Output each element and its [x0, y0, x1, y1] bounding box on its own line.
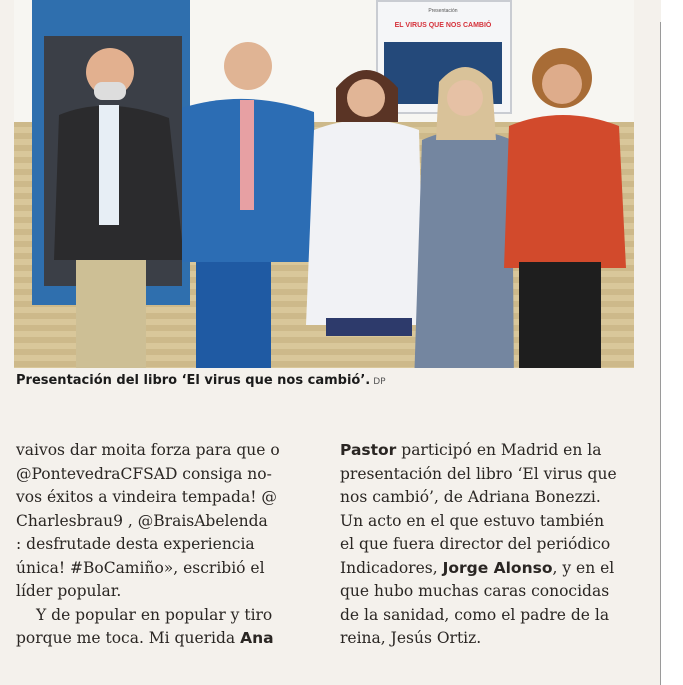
text-segment: porque me toca. Mi querida	[16, 629, 236, 647]
people-figures	[14, 0, 634, 385]
text-line: presentación del libro ‘El virus que	[340, 464, 617, 483]
text-line: nos cambió’, de Adriana Bonezzi.	[340, 488, 601, 506]
person-4	[414, 67, 514, 385]
text-segment: Indicadores,	[340, 558, 443, 577]
screen-subtitle: Presentación	[428, 8, 458, 14]
text-line: líder popular.	[16, 582, 122, 600]
text-line: @PontevedraCFSAD consiga no-	[16, 464, 272, 483]
adjacent-page-margin	[661, 0, 683, 685]
text-segment: , y en el	[552, 558, 615, 577]
text-line: de la sanidad, como el padre de la	[340, 605, 610, 624]
text-line: única! #BoCamiño», escribió el	[16, 558, 265, 577]
photo-caption	[14, 368, 636, 392]
text-line: Un acto en el que estuvo también	[340, 511, 605, 530]
caption-text: Presentación del libro ‘El virus que nos cambió’.	[16, 373, 371, 388]
text-line: vos éxitos a vindeira tempada! @	[16, 488, 277, 506]
screen-title: EL VIRUS QUE NOS CAMBIÓ	[394, 22, 492, 29]
article-column-left	[16, 439, 312, 651]
column-divider	[660, 22, 661, 685]
text-line: reina, Jesús Ortiz.	[340, 629, 482, 647]
photo-credit: DP	[373, 377, 386, 387]
text-line	[340, 557, 636, 581]
person-5	[504, 48, 626, 384]
person-name-pastor: Pastor	[340, 441, 397, 459]
person-1	[54, 48, 184, 370]
news-photo	[14, 0, 634, 385]
text-line: que hubo muchas caras conocidas	[340, 582, 610, 600]
text-line: Charlesbrau9 , @BraisAbelenda	[16, 511, 268, 530]
text-line: vaivos dar moita forza para que o	[16, 441, 280, 459]
person-name-jorge-alonso: Jorge Alonso	[442, 558, 553, 577]
text-line: Y de popular en popular y tiro	[36, 605, 273, 624]
article-column-right	[340, 439, 636, 651]
text-line: el que fuera director del periódico	[340, 535, 611, 553]
text-segment: participó en Madrid en la	[396, 441, 602, 459]
person-2	[182, 42, 316, 370]
person-name-ana: Ana	[240, 629, 274, 647]
text-line: : desfrutade desta experiencia	[16, 535, 255, 553]
text-line	[340, 439, 636, 463]
text-line	[16, 627, 312, 651]
person-3	[306, 70, 424, 336]
